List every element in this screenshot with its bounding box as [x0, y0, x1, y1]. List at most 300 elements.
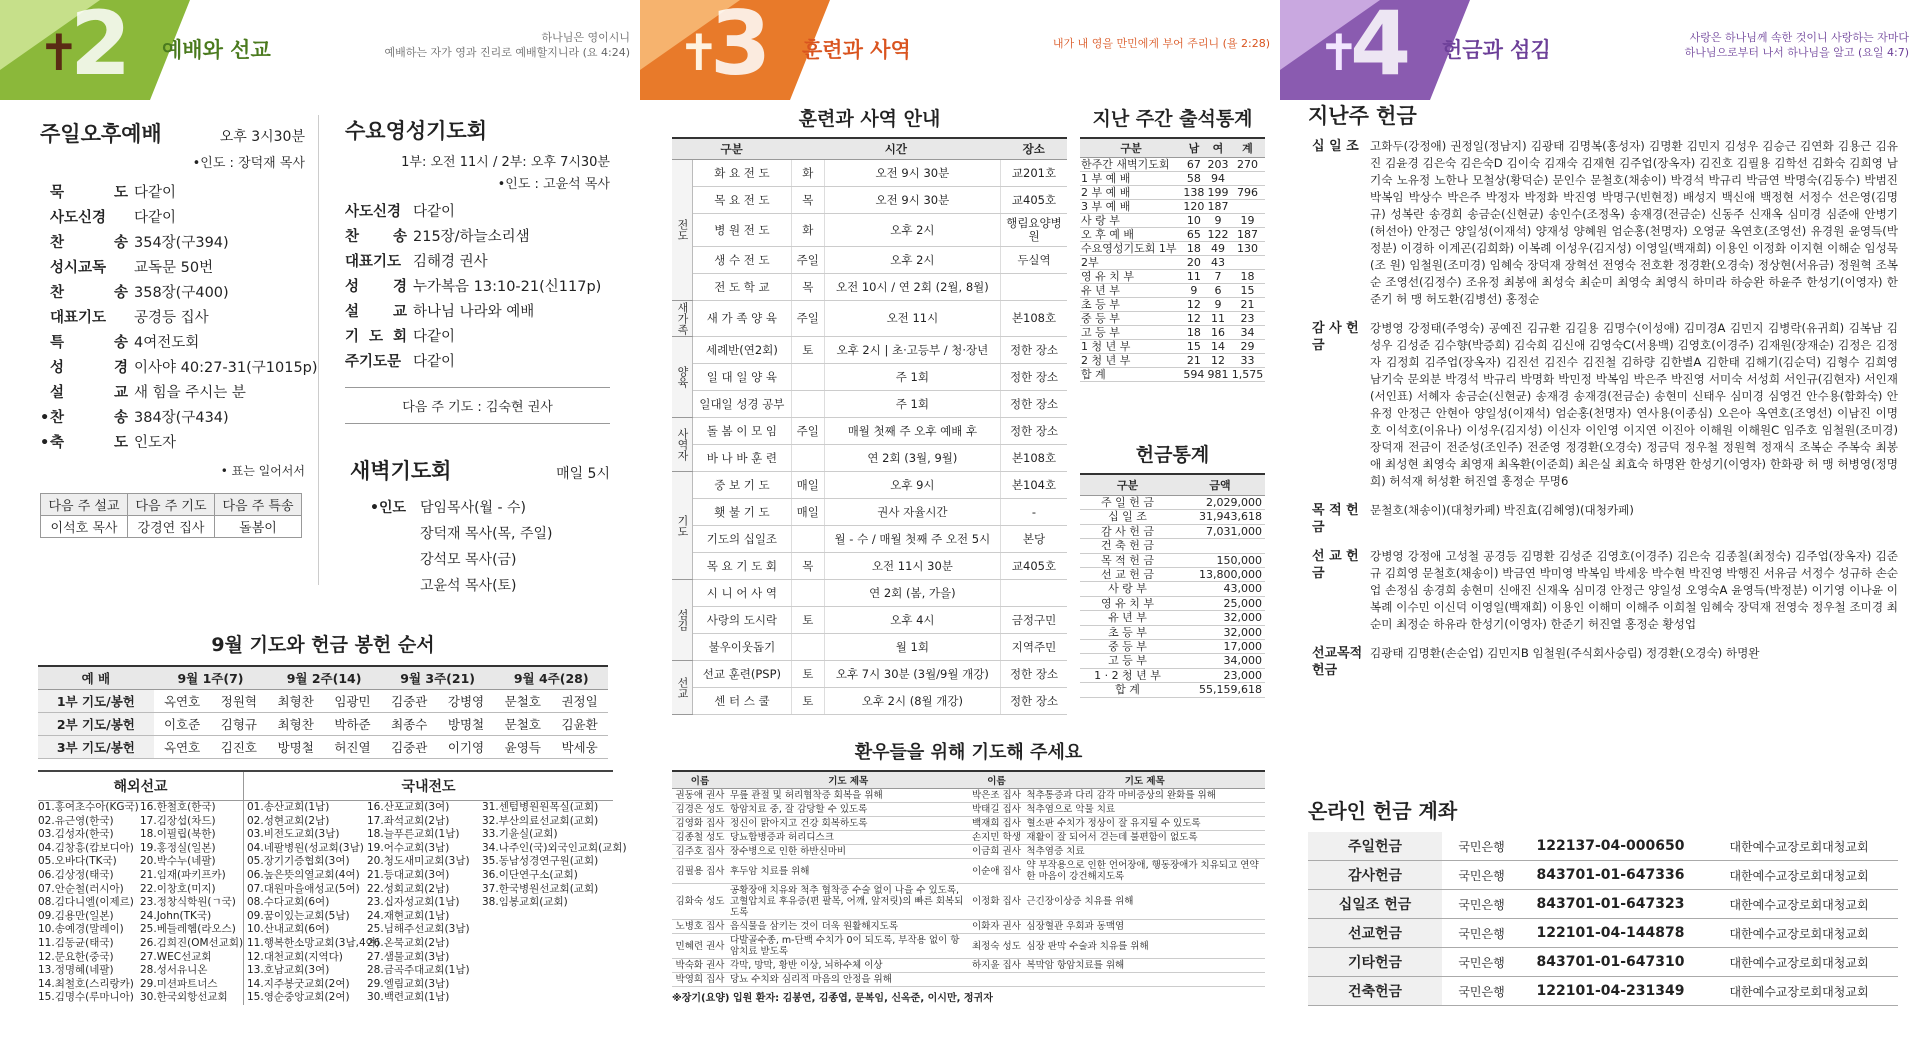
attend-cell: 6 — [1206, 284, 1230, 298]
guide-cell: 정한 장소 — [1001, 337, 1068, 364]
order-row — [40, 431, 305, 456]
attend-cell: 122 — [1207, 228, 1229, 241]
sept-head: 9월 1주(7) — [154, 666, 268, 690]
order-value: 누가복음 13:10-21(신117p) — [413, 279, 602, 295]
attend-cell: 2 청 년 부 — [1080, 354, 1182, 368]
guide-group: 선교 — [672, 661, 693, 715]
order-label: 설 교 — [345, 304, 407, 320]
donor-group — [1308, 548, 1898, 633]
prayer-request: 복막암 항암치료를 위해 — [1024, 959, 1265, 973]
mission-item: 12.문요한(중국) — [38, 950, 114, 963]
sept-name: 윤영득 — [494, 736, 551, 759]
training-title: 훈련과 사역 안내 — [798, 108, 941, 130]
guide-group: 섬김 — [672, 580, 693, 661]
attend-cell: 16 — [1206, 326, 1230, 340]
attend-cell: 33 — [1230, 354, 1265, 368]
guide-cell: 연 2회 (봄, 가을) — [824, 580, 1000, 607]
order-row — [345, 225, 610, 250]
guide-cell: 목 — [791, 187, 824, 214]
mission-item: 12.대천교회(지역다) — [247, 950, 343, 963]
mission-item: 03.김성자(한국) — [38, 828, 114, 841]
order-row — [345, 325, 610, 350]
prayer-request: 후두암 치료를 위해 — [728, 859, 969, 884]
donor-label: 십 일 조 — [1312, 139, 1359, 154]
guide-cell: 금정구민 — [1001, 607, 1068, 634]
donor-names: 김광태 김명환(손순업) 김민지B 임철원(주식회사승림) 정경환(오경숙) 하명완 — [1370, 646, 1760, 660]
guide-cell: 사랑의 도시락 — [693, 607, 792, 634]
mission-item: 28.금곡주대교회(1남) — [367, 964, 470, 977]
order-row — [40, 306, 305, 331]
page-3-header — [640, 0, 1280, 100]
patient-name: 박태길 집사 — [968, 803, 1024, 817]
guide-group: 기도 — [672, 472, 693, 580]
page-number: 3 — [710, 0, 772, 95]
guide-cell: 오전 11시 — [824, 301, 1000, 337]
mission-item: 04.김창흥(캄보디아) — [38, 841, 134, 854]
sept-name: 방명철 — [438, 713, 495, 736]
attend-cell: 19 — [1230, 214, 1265, 228]
mission-item: 18.늘푸른교회(1남) — [367, 828, 460, 841]
patient-name: 박은조 집사 — [968, 789, 1024, 803]
page-title: 예배와 선교 — [162, 38, 271, 62]
attend-cell: 9 — [1182, 284, 1206, 298]
next-value: 강경연 집사 — [128, 516, 215, 538]
wednesday-next: 다음 주 기도 : 김숙현 권사 — [345, 387, 610, 424]
offering-stats-section — [1080, 440, 1265, 698]
mission-item: 25.님해주선교회(3남) — [367, 923, 470, 936]
guide-cell: 본104호 — [1001, 472, 1068, 499]
order-label: 대표기도 — [345, 254, 402, 270]
offer-cell — [1175, 539, 1265, 553]
september-title: 9월 기도와 헌금 봉헌 순서 — [211, 634, 435, 656]
prayer-table — [672, 770, 1265, 987]
attend-cell: 18 — [1182, 326, 1206, 340]
overseas-title: 해외선교 — [38, 772, 243, 801]
donor-label: 선 교 헌 금 — [1312, 549, 1359, 581]
online-accounts — [1308, 795, 1898, 1006]
page-title: 헌금과 섬김 — [1442, 38, 1551, 62]
patient-name — [968, 973, 1024, 987]
offering-stats-title: 헌금통계 — [1135, 444, 1210, 466]
guide-cell: 연 2회 (3월, 9월) — [824, 445, 1000, 472]
guide-cell: 주일 — [791, 247, 824, 274]
mission-item: 07.대원마을애성교(5여) — [247, 882, 360, 895]
sept-row-label: 3부 기도/봉헌 — [38, 736, 154, 759]
mission-item: 17.김장섭(차드) — [140, 814, 216, 827]
offer-cell: 사 랑 부 — [1080, 582, 1175, 596]
sept-head: 예 배 — [38, 666, 154, 690]
order-label: 설 교 — [50, 385, 128, 401]
order-label: 기 도 회 — [345, 329, 407, 345]
next-week-table — [40, 493, 302, 538]
dawn-lead-label: •인도 — [370, 500, 406, 516]
sunday-worship-time: 오후 3시30분 — [219, 129, 305, 145]
donor-group — [1308, 645, 1898, 679]
mission-item: 30.한국외항선교회 — [140, 991, 228, 1004]
guide-cell: 토 — [791, 661, 824, 688]
prayer-request: 약 부작용으로 인한 언어장애, 행동장애가 치유되고 연약한 마음이 강건해지도록 — [1024, 859, 1265, 884]
donor-names: 강병영 강정태(주영숙) 공예진 김규환 김길용 김명수(이성애) 김미경A 김민지 김병락(유귀희) 김복남 김성우 김성준 김수향(박증희) 김숙희 김신애 김영숙C(서용백) 김영호(이경주) 김재원(장재순) 김정은 김정자 김정희 김주업(장옥자) 김진선 김진수 김진철 김하량 김한별A 김한태 김해기(김순덕) 김형수 김희영 남기숙 문외분 박경석 박규리 박명화 박민정 박복임 박은주 박진영 서미숙 서성희 서인규(김현자) 서인재(서인표) 서혜자 송금순(신현균) 송재경 송재경(전금순) 송현미 신태우 심미경 심영건 안수용(함화숙) 안유정 안정근 안현아 양일성(이재석) 엄순홍(천명자) 연사용(이종심) 오은아 옥연호(조영선) 이남진 이명호 이석호(이유나) 이성우(김지성) 이신자 이인영 이지연 이진아 이해원 이해원C 임주호 임철원(조미경) 장덕재 전금이 전준성(조인주) 전준영 정경환(오경숙) 정금덕 정우철 정원혁 정재식 조복순 주복숙 최봉애 최성현 최영숙 최영재 최옥환(이준희) 최은실 최효숙 하명완 한성기(이영자) 한화광 허 맹 허병영(정명희) 허석재 허성환 허진열 홍정순 무명6 — [1370, 321, 1898, 488]
account-type: 기타헌금 — [1308, 948, 1442, 977]
donor-group — [1308, 320, 1898, 490]
mission-item: 14.최철호(스리랑카) — [38, 977, 134, 990]
mission-item: 34.나주인(국)외국인교회(교회) — [482, 841, 627, 854]
order-row — [40, 331, 305, 356]
attend-cell: 270 — [1230, 158, 1265, 172]
account-type: 십일조 헌금 — [1308, 890, 1442, 919]
donor-names: 강병영 강정애 고성철 공경등 김명환 김성준 김영호(이경주) 김은숙 김종칠(최정숙) 김주업(장옥자) 김준규 김희영 문철호(채송이) 박금연 박미영 박복임 박세웅 박수현 박진영 박행진 서유금 서정수 성규하 손순업 손정심 송경희 송현미 신애진 신재옥 심미경 안정근 양일성 오영숙A 윤영득(박정분) 이기영 이나윤 이복례 이수민 이신덕 이영일(백재희) 이용인 이해미 이해주 이희철 임혜숙 장덕재 전영숙 정우철 조미경 최순미 최정순 하유라 한성기(이영자) 한준기 허진열 홍정순 황성업 — [1370, 549, 1898, 631]
offer-cell: 43,000 — [1175, 582, 1265, 596]
order-row — [345, 275, 610, 300]
guide-cell: 정한 장소 — [1001, 418, 1068, 445]
sunday-worship-lead: •인도 : 장덕재 목사 — [192, 156, 305, 171]
training-table — [672, 137, 1067, 715]
account-holder: 대한예수교장로회대청교회 — [1700, 977, 1898, 1006]
attendance-section — [1080, 104, 1265, 382]
attend-cell: 12 — [1182, 298, 1206, 312]
attendance-title: 지난 주간 출석통계 — [1092, 108, 1253, 130]
mission-item: 15.김명수(루마니아) — [38, 991, 134, 1004]
wednesday-title: 수요영성기도회 — [345, 119, 488, 143]
prayer-request: 당뇨 수치와 심리적 마음의 안정을 위해 — [728, 973, 969, 987]
guide-cell: 오전 9시 30분 — [824, 187, 1000, 214]
guide-cell: 화 — [791, 214, 824, 247]
mission-item: 27.WEC선교회 — [140, 950, 212, 963]
mission-item: 21.임재(파키프카) — [140, 868, 226, 881]
offer-cell: 영 유 치 부 — [1080, 596, 1175, 610]
guide-cell: - — [1001, 499, 1068, 526]
attend-cell: 18 — [1230, 270, 1265, 284]
sept-name: 최형찬 — [267, 713, 324, 736]
guide-cell: 정한 장소 — [1001, 391, 1068, 418]
guide-cell: 횃 불 기 도 — [693, 499, 792, 526]
mission-item: 06.김상정(태국) — [38, 868, 114, 881]
patient-name: 김필용 집사 — [672, 859, 728, 884]
patient-name: 박숙화 권사 — [672, 959, 728, 973]
mission-item: 29.미션파트너스 — [140, 977, 218, 990]
offer-cell: 31,943,618 — [1175, 510, 1265, 524]
sept-name: 최형찬 — [267, 690, 324, 713]
guide-cell: 목 요 전 도 — [693, 187, 792, 214]
guide-cell: 교405호 — [1001, 187, 1068, 214]
donor-group — [1308, 138, 1898, 308]
guide-cell: 토 — [791, 337, 824, 364]
verse-line: 하나님으로부터 나서 하나님을 알고 (요일 4:7) — [1684, 46, 1909, 59]
patient-name: 김화숙 성도 — [672, 884, 728, 920]
guide-cell — [791, 391, 824, 418]
sept-name: 문철호 — [494, 713, 551, 736]
patient-name: 하지윤 집사 — [968, 959, 1024, 973]
sept-name: 이호준 — [154, 713, 211, 736]
attend-cell: 10 — [1182, 214, 1206, 228]
order-label: 특 송 — [50, 335, 128, 351]
order-value: 다같이 — [413, 329, 456, 345]
attend-cell: 12 — [1182, 312, 1206, 326]
order-row — [345, 200, 610, 225]
offer-cell: 23,000 — [1175, 668, 1265, 682]
sept-name: 옥연호 — [154, 690, 211, 713]
offer-cell: 17,000 — [1175, 640, 1265, 654]
dawn-title: 새벽기도회 — [350, 459, 452, 483]
sept-name: 김중관 — [381, 690, 438, 713]
guide-cell: 시 니 어 사 역 — [693, 580, 792, 607]
order-label: 사도신경 — [345, 204, 402, 220]
prayer-request: 정신이 맑아지고 건강 회복하도록 — [728, 817, 969, 831]
wednesday-order-list — [345, 200, 610, 375]
order-row — [40, 356, 318, 381]
offer-head: 구분 — [1080, 474, 1175, 496]
guide-cell: 기도의 십일조 — [693, 526, 792, 553]
offer-cell: 십 일 조 — [1080, 510, 1175, 524]
guide-group: 사역자 — [672, 418, 693, 472]
bank-name: 국민은행 — [1442, 861, 1521, 890]
guide-cell: 오후 2시 — [824, 214, 1000, 247]
attend-cell: 29 — [1230, 340, 1265, 354]
page-2-worship — [0, 0, 640, 1057]
account-holder: 대한예수교장로회대청교회 — [1700, 890, 1898, 919]
domestic-col-3 — [482, 801, 627, 1005]
attend-cell: 3 부 예 배 — [1080, 200, 1182, 214]
dawn-time: 매일 5시 — [556, 466, 610, 482]
attend-cell: 15 — [1182, 340, 1206, 354]
september-table — [38, 665, 608, 759]
sept-name: 김윤환 — [551, 713, 608, 736]
guide-cell: 교405호 — [1001, 553, 1068, 580]
prayer-request: 척추통증과 다리 감각 마비증상의 완화를 위해 — [1024, 789, 1265, 803]
mission-item: 13.호남교회(3여) — [247, 964, 330, 977]
attend-cell: 11 — [1182, 270, 1206, 284]
offer-cell: 목 적 헌 금 — [1080, 553, 1175, 567]
order-label: 사도신경 — [50, 210, 107, 226]
sept-name: 권정일 — [551, 690, 608, 713]
attend-cell: 594 — [1183, 368, 1205, 381]
sept-name: 김형규 — [211, 713, 268, 736]
attend-cell: 12 — [1206, 354, 1230, 368]
attend-cell: 67 — [1182, 158, 1206, 172]
attend-cell: 11 — [1206, 312, 1230, 326]
guide-cell: 전 도 학 교 — [693, 274, 792, 301]
order-value: 358장(구400) — [134, 285, 229, 301]
order-label: 대표기도 — [50, 310, 107, 326]
mission-item: 17.좌석교회(2남) — [367, 814, 450, 827]
order-label: 축 도 — [50, 435, 128, 451]
guide-cell: 오전 9시 30분 — [824, 160, 1000, 187]
attend-cell: 199 — [1207, 186, 1229, 199]
mission-item: 19.어수교회(3남) — [367, 841, 450, 854]
attend-cell: 7 — [1206, 270, 1230, 284]
order-row — [345, 350, 610, 375]
mission-item: 26.온묵교회(2남) — [367, 936, 450, 949]
guide-cell: 매일 — [791, 472, 824, 499]
page-2-header — [0, 0, 640, 100]
dawn-leader: 강석모 목사(금) — [420, 552, 517, 568]
guide-cell: 본당 — [1001, 526, 1068, 553]
offer-cell: 150,000 — [1175, 553, 1265, 567]
offer-cell: 건 축 헌 금 — [1080, 539, 1175, 553]
order-value: 이사야 40:27-31(구1015p) — [134, 360, 318, 376]
next-head: 다음 주 기도 — [128, 494, 215, 516]
mission-item: 29.엘림교회(3남) — [367, 977, 450, 990]
wednesday-time: 1부: 오전 11시 / 2부: 오후 7시30분 — [401, 155, 610, 170]
mission-item: 23.정창식학원(ㄱ국) — [140, 896, 236, 909]
patient-name: 이정화 집사 — [968, 884, 1024, 920]
guide-cell: 일대일 성경 공부 — [693, 391, 792, 418]
donor-label: 선교목적 헌금 — [1312, 646, 1363, 678]
guide-cell: 선교 훈련(PSP) — [693, 661, 792, 688]
attend-cell: 9 — [1206, 214, 1230, 228]
sept-head: 9월 4주(28) — [494, 666, 608, 690]
attend-cell — [1230, 256, 1265, 270]
attend-cell: 사 랑 부 — [1080, 214, 1182, 228]
standing-mark: • — [40, 410, 50, 426]
guide-cell — [791, 445, 824, 472]
prayer-head: 이름 — [672, 771, 728, 789]
column-divider — [318, 115, 319, 585]
donor-group — [1308, 502, 1898, 536]
guide-cell: 병 원 전 도 — [693, 214, 792, 247]
sept-name: 정원혁 — [211, 690, 268, 713]
order-value: 다같이 — [413, 204, 456, 220]
cross-icon: ✝ — [678, 24, 720, 82]
next-head: 다음 주 특송 — [215, 494, 302, 516]
prayer-request: 혈소판 수치가 정상이 잘 유지될 수 있도록 — [1024, 817, 1265, 831]
attend-cell: 중 등 부 — [1080, 312, 1182, 326]
attend-cell: 58 — [1182, 172, 1206, 186]
offer-cell: 감 사 헌 금 — [1080, 524, 1175, 538]
guide-cell: 오후 2시 (8월 개강) — [824, 688, 1000, 715]
sept-head: 9월 2주(14) — [267, 666, 381, 690]
attend-cell: 21 — [1182, 354, 1206, 368]
mission-item: 28.성서유니온 — [140, 964, 208, 977]
order-value: 354장(구394) — [134, 235, 229, 251]
guide-cell: 본108호 — [1001, 445, 1068, 472]
attend-cell: 15 — [1230, 284, 1265, 298]
verse-line: 예배하는 자가 영과 진리로 예배할지니라 (요 4:24) — [384, 46, 630, 59]
guide-cell: 목 — [791, 553, 824, 580]
header-verse — [1685, 30, 1909, 60]
patient-name: 노병호 집사 — [672, 920, 728, 934]
patient-name: 권동애 권사 — [672, 789, 728, 803]
sept-row-label: 2부 기도/봉헌 — [38, 713, 154, 736]
mission-item: 24.재현교회(1남) — [367, 909, 450, 922]
dawn-prayer-section — [350, 455, 610, 599]
guide-cell: 주일 — [791, 301, 824, 337]
sept-name: 최종수 — [381, 713, 438, 736]
patient-name: 김주호 집사 — [672, 845, 728, 859]
attend-cell: 94 — [1206, 172, 1230, 186]
guide-group: 양육 — [672, 337, 693, 418]
guide-cell: 오전 11시 30분 — [824, 553, 1000, 580]
order-row — [40, 381, 305, 406]
prayer-request: 다발골수종, m-단백 수치가 0이 되도록, 부작용 없이 항암치료 받도록 — [728, 934, 969, 959]
guide-cell: 센 터 스 쿨 — [693, 688, 792, 715]
patient-name: 이화자 권사 — [968, 920, 1024, 934]
page-title: 훈련과 사역 — [802, 38, 911, 62]
prayer-request: 장수병으로 인한 하반신마비 — [728, 845, 969, 859]
offer-head: 금액 — [1175, 474, 1265, 496]
offer-cell: 고 등 부 — [1080, 654, 1175, 668]
order-row — [40, 281, 305, 306]
guide-cell: 지역주민 — [1001, 634, 1068, 661]
next-value: 돌봄이 — [215, 516, 302, 538]
attend-cell: 18 — [1182, 242, 1206, 256]
sept-name: 강병영 — [438, 690, 495, 713]
patient-name: 백재희 집사 — [968, 817, 1024, 831]
order-row — [40, 231, 305, 256]
sept-name: 방명철 — [267, 736, 324, 759]
guide-cell: 교201호 — [1001, 160, 1068, 187]
mission-item: 08.김다니엘(이제르) — [38, 896, 134, 909]
attend-cell: 796 — [1230, 186, 1265, 200]
mission-item: 09.김용만(일본) — [38, 909, 114, 922]
attend-head: 구분 — [1080, 138, 1182, 158]
order-value: 215장/하늘소리샘 — [413, 229, 530, 245]
mission-item: 32.부산의료선교회(교회) — [482, 814, 599, 827]
last-week-title: 지난주 헌금 — [1308, 104, 1417, 128]
mission-item: 01.홍여초수아(KG국) — [38, 801, 139, 813]
patient-name: 손지민 학생 — [968, 831, 1024, 845]
order-row — [40, 181, 305, 206]
mission-item: 04.네팔병원(성교회(3남) — [247, 841, 364, 854]
header-verse: 내가 내 영을 만민에게 부어 주리니 (욜 2:28) — [1052, 37, 1270, 50]
overseas-col-1 — [38, 801, 140, 1005]
offer-cell: 초 등 부 — [1080, 625, 1175, 639]
mission-item: 27.샘물교회(3남) — [367, 950, 450, 963]
sunday-order-list — [40, 181, 318, 456]
offer-cell: 합 계 — [1080, 683, 1175, 697]
prayer-request: 항암치료 중, 잘 감당할 수 있도록 — [728, 803, 969, 817]
offer-cell: 선 교 헌 금 — [1080, 568, 1175, 582]
mission-item: 11.행복한소망교회(3남,4여) — [247, 936, 380, 949]
guide-head: 장소 — [1001, 138, 1068, 160]
attend-cell: 43 — [1206, 256, 1230, 270]
account-number: 122101-04-144878 — [1521, 919, 1700, 948]
dawn-leader: 고윤석 목사(토) — [420, 578, 517, 594]
guide-cell: 돌 봄 이 모 임 — [693, 418, 792, 445]
mission-item: 35.동남성경연구원(교회) — [482, 855, 599, 868]
mission-item: 37.한국병원선교회(교회) — [482, 882, 599, 895]
offer-cell: 중 등 부 — [1080, 640, 1175, 654]
prayer-title: 환우들을 위해 기도해 주세요 — [854, 742, 1083, 763]
account-number: 843701-01-647310 — [1521, 948, 1700, 977]
mission-item: 23.십자성교회(1남) — [367, 896, 460, 909]
cross-icon: ✝ — [38, 24, 80, 82]
mission-item: 20.청도새미교회(3남) — [367, 855, 470, 868]
mission-item: 19.홍정실(일본) — [140, 841, 216, 854]
patient-name: 김경은 성도 — [672, 803, 728, 817]
page-number: 4 — [1350, 0, 1412, 95]
offer-cell: 주 일 헌 금 — [1080, 496, 1175, 510]
order-label: 성 경 — [50, 360, 128, 376]
order-value: 인도자 — [134, 435, 177, 451]
offer-cell: 55,159,618 — [1175, 683, 1265, 697]
account-number: 843701-01-647323 — [1521, 890, 1700, 919]
mission-item: 26.김희진(OM선교회) — [140, 936, 244, 949]
mission-item: 10.산내교회(6여) — [247, 923, 330, 936]
verse-line: 사랑은 하나님께 속한 것이니 사랑하는 자마다 — [1689, 31, 1909, 44]
mission-item: 02.유근영(한국) — [38, 814, 114, 827]
guide-head: 시간 — [791, 138, 1000, 160]
offering-stats-table — [1080, 473, 1265, 698]
prayer-request: 척추염으로 악물 치료 — [1024, 803, 1265, 817]
mission-item: 22.성회교회(2남) — [367, 882, 450, 895]
guide-group: 새가족 — [672, 301, 693, 337]
dawn-leader: 담임목사(월 - 수) — [420, 500, 527, 516]
mission-item: 03.비전도교회(3남) — [247, 828, 340, 841]
patient-name: 박영희 집사 — [672, 973, 728, 987]
patient-name: 이순애 집사 — [968, 859, 1024, 884]
mission-item: 38.임봉교회(교회) — [482, 896, 568, 909]
